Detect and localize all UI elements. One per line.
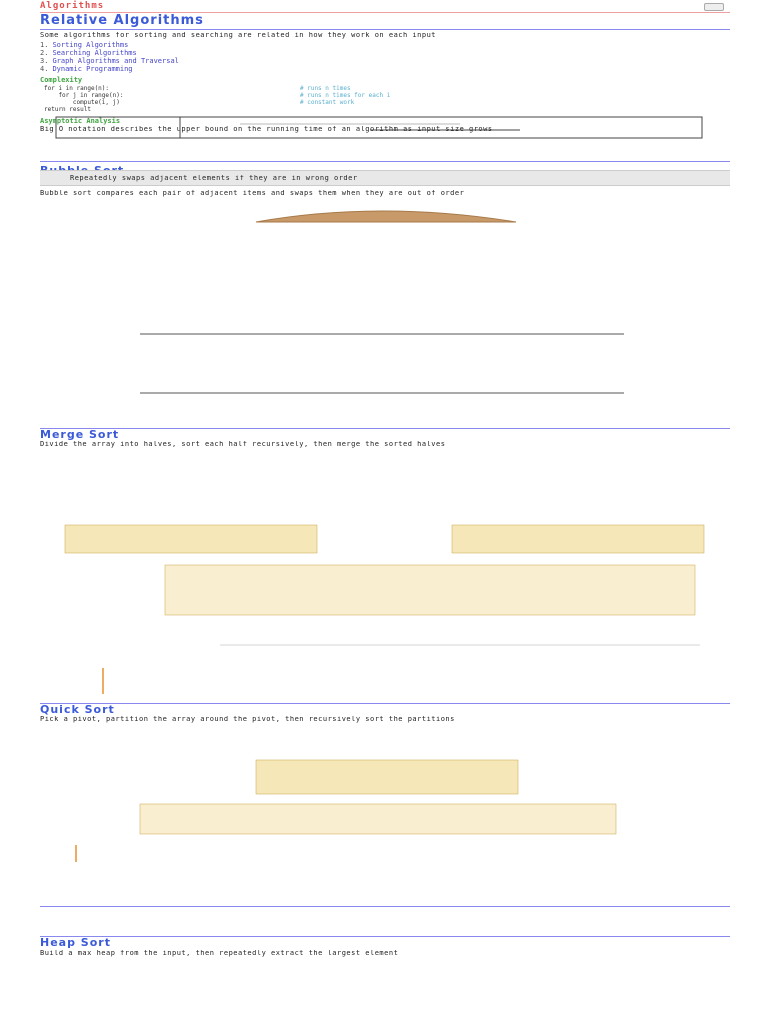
divider bbox=[40, 936, 730, 937]
section-title-complexity: Complexity bbox=[40, 76, 83, 84]
partition-result bbox=[140, 804, 616, 834]
list-item[interactable]: 2. Searching Algorithms bbox=[40, 49, 137, 57]
analysis-para: Big O notation describes the upper bound on the running time of an algorithm as input size grows bbox=[40, 126, 493, 133]
code-line: compute(i, j) bbox=[44, 99, 120, 106]
section-title-analysis: Asymptotic Analysis bbox=[40, 117, 121, 125]
partition-array bbox=[256, 760, 518, 794]
heap-para: Build a max heap from the input, then repeatedly extract the largest element bbox=[40, 950, 399, 957]
section-title-relative: Relative Algorithms bbox=[40, 13, 204, 28]
code-line: return result bbox=[44, 106, 91, 113]
list-item[interactable]: 4. Dynamic Programming bbox=[40, 65, 133, 73]
code-comment: # runs n times bbox=[300, 85, 351, 92]
relative-intro: Some algorithms for sorting and searching are related in how they work on each input bbox=[40, 32, 437, 39]
merge-para: Divide the array into halves, sort each half recursively, then merge the sorted halves bbox=[40, 441, 446, 448]
section-title-quick: Quick Sort bbox=[40, 703, 115, 716]
app-title: Algorithms bbox=[40, 1, 105, 11]
code-comment: # constant work bbox=[300, 99, 355, 106]
bubble-para: Bubble sort compares each pair of adjacent items and swaps them when they are out of order bbox=[40, 190, 465, 197]
code-line: for j in range(n): bbox=[44, 92, 124, 99]
quick-para: Pick a pivot, partition the array around the pivot, then recursively sort the partitions bbox=[40, 716, 455, 723]
code-comment: # runs n times for each i bbox=[300, 92, 391, 99]
divider bbox=[40, 906, 730, 907]
section-title-heap: Heap Sort bbox=[40, 936, 111, 949]
list-item[interactable]: 1. Sorting Algorithms bbox=[40, 41, 129, 49]
list-item[interactable]: 3. Graph Algorithms and Traversal bbox=[40, 57, 179, 65]
code-line: for i in range(n): bbox=[44, 85, 110, 92]
banner-text: Repeatedly swaps adjacent elements if they are in wrong order bbox=[70, 175, 358, 182]
section-title-merge: Merge Sort bbox=[40, 428, 120, 441]
